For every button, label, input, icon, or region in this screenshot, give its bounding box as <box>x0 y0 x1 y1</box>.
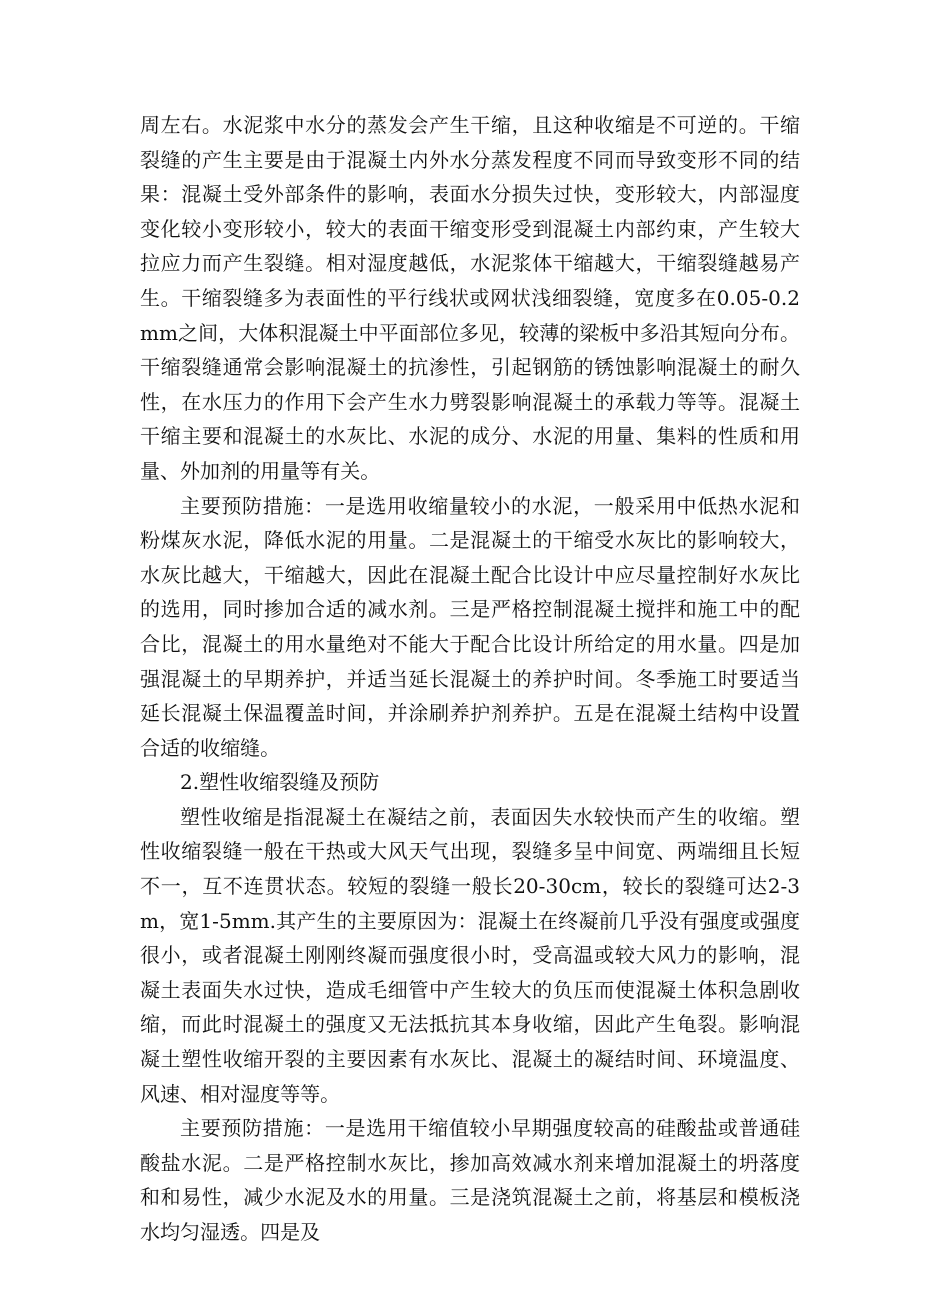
section-heading-plastic-shrinkage: 2.塑性收缩裂缝及预防 <box>180 770 380 795</box>
paragraph-plastic-shrinkage-prevention: 主要预防措施：一是选用干缩值较小早期强度较高的硅酸盐或普通硅酸盐水泥。二是严格控制水灰比，掺加高效减水剂来增加混凝土的坍落度和和易性，减少水泥及水的用量。三是浇筑混凝土之前，将基层和模板浇水均匀湿透。四是及 <box>140 1116 800 1244</box>
document-body <box>140 108 800 1250</box>
paragraph-drying-shrinkage-prevention: 主要预防措施：一是选用收缩量较小的水泥，一般采用中低热水泥和粉煤灰水泥，降低水泥的用量。二是混凝土的干缩受水灰比的影响较大，水灰比越大，干缩越大，因此在混凝土配合比设计中应尽量控制好水灰比的选用，同时掺加合适的减水剂。三是严格控制混凝土搅拌和施工中的配合比，混凝土的用水量绝对不能大于配合比设计所给定的用水量。四是加强混凝土的早期养护，并适当延长混凝土的养护时间。冬季施工时要适当延长混凝土保温覆盖时间，并涂刷养护剂养护。五是在混凝土结构中设置合适的收缩缝。 <box>140 493 800 760</box>
paragraph-plastic-shrinkage-causes: 塑性收缩是指混凝土在凝结之前，表面因失水较快而产生的收缩。塑性收缩裂缝一般在干热或大风天气出现，裂缝多呈中间宽、两端细且长短不一，互不连贯状态。较短的裂缝一般长20-30cm，较长的裂缝可达2-3m，宽1-5mm.其产生的主要原因为：混凝土在终凝前几乎没有强度或强度很小，或者混凝土刚刚终凝而强度很小时，受高温或较大风力的影响，混凝土表面失水过快，造成毛细管中产生较大的负压而使混凝土体积急剧收缩，而此时混凝土的强度又无法抵抗其本身收缩，因此产生龟裂。影响混凝土塑性收缩开裂的主要因素有水灰比、混凝土的凝结时间、环境温度、风速、相对湿度等等。 <box>140 804 800 1106</box>
paragraph-drying-shrinkage-causes: 周左右。水泥浆中水分的蒸发会产生干缩，且这种收缩是不可逆的。干缩裂缝的产生主要是由于混凝土内外水分蒸发程度不同而导致变形不同的结果：混凝土受外部条件的影响，表面水分损失过快，变形较大，内部湿度变化较小变形较小，较大的表面干缩变形受到混凝土内部约束，产生较大拉应力而产生裂缝。相对湿度越低，水泥浆体干缩越大，干缩裂缝越易产生。干缩裂缝多为表面性的平行线状或网状浅细裂缝，宽度多在0.05-0.2mm之间，大体积混凝土中平面部位多见，较薄的梁板中多沿其短向分布。干缩裂缝通常会影响混凝土的抗渗性，引起钢筋的锈蚀影响混凝土的耐久性，在水压力的作用下会产生水力劈裂影响混凝土的承载力等等。混凝土干缩主要和混凝土的水灰比、水泥的成分、水泥的用量、集料的性质和用量、外加剂的用量等有关。 <box>140 113 800 483</box>
